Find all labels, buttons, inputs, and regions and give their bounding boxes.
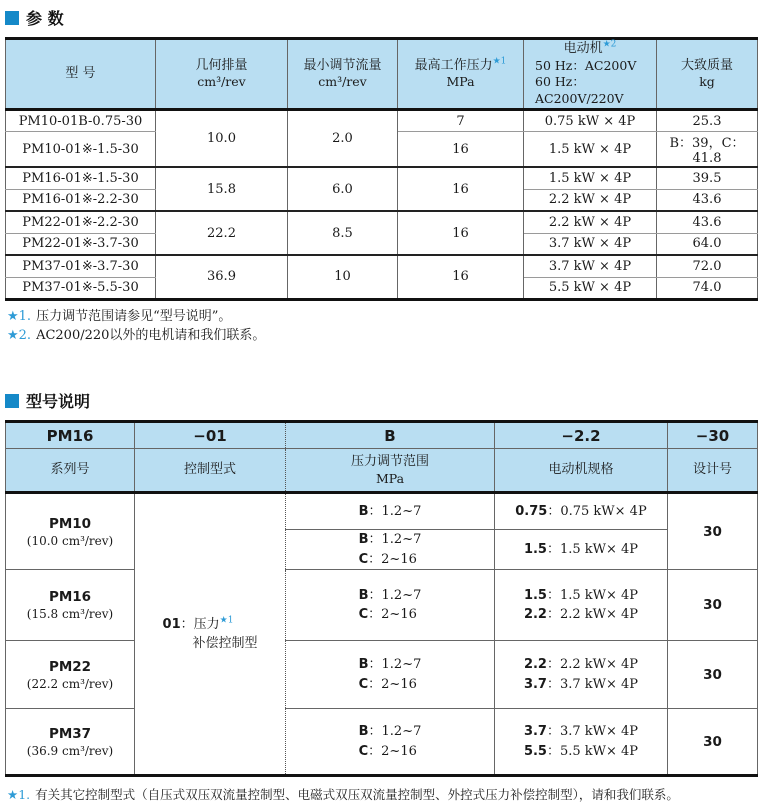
motor-label-text: 电动机: [563, 41, 603, 56]
motor-option-code: 5.5: [523, 743, 547, 759]
label-control: 控制型式: [135, 449, 286, 493]
motor-option: [524, 742, 638, 762]
code-motor: −2.2: [495, 422, 668, 449]
cell-series-pm16: [6, 570, 135, 641]
cell-pressure: 16: [398, 211, 524, 255]
cell-min-flow: 10: [288, 255, 398, 299]
cell-motor-spec: [495, 530, 668, 570]
pressure-option-value: ：2~16: [368, 607, 417, 623]
motor-50hz: 50 Hz：AC200V: [535, 57, 637, 73]
footnote-marker: ★2.: [7, 327, 32, 343]
pressure-option-code: B: [358, 724, 369, 740]
series-name: PM10: [48, 515, 92, 532]
cell-design-number: 30: [668, 709, 758, 776]
displacement-unit: cm³/rev: [197, 74, 246, 90]
label-pressure: [286, 449, 495, 493]
cell-motor: 1.5 kW × 4P: [524, 167, 657, 189]
params-table: [5, 37, 758, 301]
motor-option-value: ：2.2 kW× 4P: [546, 607, 639, 623]
cell-series-pm10: [6, 493, 135, 570]
footnote-marker: ★1.: [7, 787, 31, 803]
col-header-model: [6, 39, 156, 110]
col-header-weight: [657, 39, 758, 110]
motor-option: [524, 675, 638, 695]
pressure-option-value: ：1.2~7: [368, 504, 422, 520]
pressure-option-value: ：1.2~7: [368, 587, 422, 603]
col-header-pressure: [398, 39, 524, 110]
series-name: PM37: [48, 725, 92, 742]
pressure-option: [359, 675, 422, 695]
cell-motor-spec: [495, 641, 668, 709]
series-name: PM16: [48, 589, 92, 606]
section-title-params: [5, 6, 757, 29]
cell-motor: 3.7 kW × 4P: [524, 255, 657, 277]
pressure-option: [359, 742, 422, 762]
table-row: [6, 255, 758, 277]
section-title-model: [5, 389, 757, 412]
pressure-range-text: [359, 586, 422, 625]
cell-weight: 43.6: [657, 189, 758, 211]
label-series: 系列号: [6, 449, 135, 493]
motor-label: [528, 40, 652, 58]
series-spec: (10.0 cm³/rev): [26, 533, 114, 548]
pressure-option: [359, 586, 422, 606]
motor-option-value: ：1.5 kW× 4P: [546, 542, 639, 558]
motor-option-code: 2.2: [523, 607, 547, 623]
motor-option-code: 3.7: [523, 724, 547, 740]
control-line1: [163, 615, 258, 635]
motor-option-code: 0.75: [515, 504, 548, 520]
cell-model: PM10-01B-0.75-30: [6, 110, 156, 132]
model-table-footnote: [7, 785, 757, 803]
code-control: −01: [135, 422, 286, 449]
pressure-option-code: C: [358, 743, 369, 759]
blue-square-icon: [5, 11, 19, 25]
label-pressure-unit: MPa: [375, 470, 405, 486]
cell-min-flow: 2.0: [288, 110, 398, 168]
motor-option-code: 1.5: [523, 587, 547, 603]
cell-model: PM16-01※-2.2-30: [6, 189, 156, 211]
footnote-text: 有关其它控制型式（自压式双压双流量控制型、电磁式双压双流量控制型、外控式压力补偿控制型），请和我们联系。: [35, 787, 679, 803]
motor-spec-text: [524, 586, 638, 625]
cell-weight: B：39，C：41.8: [657, 132, 758, 168]
table-row: [6, 167, 758, 189]
pressure-option: [359, 550, 422, 570]
control-footnote-marker: ★1: [219, 615, 234, 626]
cell-motor: 1.5 kW × 4P: [524, 132, 657, 168]
pressure-option-value: ：2~16: [368, 676, 417, 692]
motor-option-value: ：0.75 kW× 4P: [547, 504, 647, 520]
pressure-range-text: [359, 722, 422, 761]
motor-option-value: ：2.2 kW× 4P: [546, 657, 639, 673]
cell-pressure: 16: [398, 167, 524, 211]
cell-model: PM37-01※-3.7-30: [6, 255, 156, 277]
cell-displacement: 15.8: [156, 167, 288, 211]
pressure-option-code: B: [358, 532, 369, 548]
model-label-row: [6, 449, 758, 493]
pressure-label: [402, 57, 519, 75]
motor-footnote-marker: ★2: [602, 39, 617, 50]
min-flow-unit: cm³/rev: [318, 74, 367, 90]
motor-option-code: 2.2: [523, 657, 547, 673]
footnote-text: AC200/220以外的电机请和我们联系。: [36, 327, 266, 343]
motor-option: [524, 655, 638, 675]
cell-min-flow: 8.5: [288, 211, 398, 255]
table-row: [6, 641, 758, 709]
cell-motor: 3.7 kW × 4P: [524, 233, 657, 255]
cell-pressure-range: [286, 530, 495, 570]
model-code-table: [5, 420, 758, 777]
cell-weight: 64.0: [657, 233, 758, 255]
cell-motor: 2.2 kW × 4P: [524, 211, 657, 233]
control-line2: 补偿控制型: [192, 636, 258, 652]
pressure-option: [359, 502, 422, 522]
series-spec: (15.8 cm³/rev): [26, 607, 114, 622]
motor-60hz: 60 Hz：AC200V/220V: [535, 74, 624, 107]
cell-model: PM37-01※-5.5-30: [6, 277, 156, 299]
motor-option: [524, 722, 638, 742]
pressure-range-text: [359, 530, 422, 569]
cell-motor: 5.5 kW × 4P: [524, 277, 657, 299]
motor-option: [524, 605, 638, 625]
cell-model: PM10-01※-1.5-30: [6, 132, 156, 168]
cell-pressure-range: [286, 493, 495, 530]
cell-pressure: 16: [398, 132, 524, 168]
cell-design-number: 30: [668, 493, 758, 570]
pressure-option: [359, 655, 422, 675]
pressure-option-code: B: [358, 587, 369, 603]
col-header-min-flow: [288, 39, 398, 110]
cell-pressure-range: [286, 570, 495, 641]
weight-label: 大致质量: [680, 57, 733, 73]
cell-motor-spec: [495, 493, 668, 530]
pressure-option: [359, 530, 422, 550]
label-motor: 电动机规格: [495, 449, 668, 493]
pressure-option-value: ：1.2~7: [368, 657, 422, 673]
model-code-row: [6, 422, 758, 449]
cell-control-type: [135, 493, 286, 776]
label-pressure-text: 压力调节范围: [350, 453, 429, 469]
cell-displacement: 36.9: [156, 255, 288, 299]
control-text: ：压力: [180, 616, 220, 632]
motor-option-value: ：5.5 kW× 4P: [546, 743, 639, 759]
pressure-option-value: ：2~16: [368, 551, 417, 567]
motor-option-value: ：1.5 kW× 4P: [546, 587, 639, 603]
footnote-marker: ★1.: [7, 308, 32, 324]
code-design: −30: [668, 422, 758, 449]
cell-weight: 25.3: [657, 110, 758, 132]
cell-motor-spec: [495, 570, 668, 641]
cell-weight: 74.0: [657, 277, 758, 299]
code-series: PM16: [6, 422, 135, 449]
cell-weight: 43.6: [657, 211, 758, 233]
motor-option: [515, 502, 646, 522]
code-pressure: B: [286, 422, 495, 449]
cell-model: PM22-01※-2.2-30: [6, 211, 156, 233]
params-header-row: [6, 39, 758, 110]
cell-min-flow: 6.0: [288, 167, 398, 211]
cell-series-pm37: [6, 709, 135, 776]
cell-design-number: 30: [668, 641, 758, 709]
cell-motor: 2.2 kW × 4P: [524, 189, 657, 211]
cell-weight: 72.0: [657, 255, 758, 277]
pressure-option-code: C: [358, 551, 369, 567]
pressure-option-value: ：2~16: [368, 743, 417, 759]
cell-pressure: 16: [398, 255, 524, 299]
pressure-range-text: [359, 655, 422, 694]
params-footnotes: [7, 308, 757, 346]
footnote-text: 压力调节范围请参见“型号说明”。: [36, 308, 232, 324]
cell-design-number: 30: [668, 570, 758, 641]
control-code: 01: [162, 616, 181, 632]
footnote-2: [7, 327, 757, 346]
motor-option-code: 1.5: [523, 542, 547, 558]
motor-option: [524, 540, 638, 560]
series-spec: (22.2 cm³/rev): [26, 676, 114, 691]
col-header-model-text: 型 号: [65, 66, 96, 82]
section-title-model-text: 型号说明: [26, 392, 91, 412]
motor-spec-text: [524, 722, 638, 761]
pressure-footnote-marker: ★1: [492, 56, 507, 67]
table-row: [6, 570, 758, 641]
motor-option-value: ：3.7 kW× 4P: [546, 724, 639, 740]
pressure-option: [359, 722, 422, 742]
cell-weight: 39.5: [657, 167, 758, 189]
control-type-text: [163, 615, 258, 654]
pressure-option-code: B: [358, 504, 369, 520]
motor-spec-text: [524, 655, 638, 694]
cell-pressure: 7: [398, 110, 524, 132]
displacement-label: 几何排量: [195, 57, 248, 73]
pressure-unit: MPa: [446, 74, 475, 90]
cell-displacement: 22.2: [156, 211, 288, 255]
pressure-option: [359, 605, 422, 625]
table-row: [6, 709, 758, 776]
cell-pressure-range: [286, 709, 495, 776]
motor-option-value: ：3.7 kW× 4P: [546, 676, 639, 692]
cell-model: PM16-01※-1.5-30: [6, 167, 156, 189]
cell-motor: 0.75 kW × 4P: [524, 110, 657, 132]
motor-option-code: 3.7: [523, 676, 547, 692]
pressure-option-code: B: [358, 657, 369, 673]
section-title-params-text: 参 数: [26, 9, 64, 28]
cell-series-pm22: [6, 641, 135, 709]
col-header-displacement: [156, 39, 288, 110]
cell-displacement: 10.0: [156, 110, 288, 168]
motor-spec-text: [515, 502, 646, 522]
pressure-option-code: C: [358, 607, 369, 623]
pressure-option-code: C: [358, 676, 369, 692]
table-row: [6, 493, 758, 530]
col-header-motor: [524, 39, 657, 110]
motor-spec-text: [524, 540, 638, 560]
pressure-label-text: 最高工作压力: [414, 57, 493, 73]
min-flow-label: 最小调节流量: [303, 57, 382, 73]
pressure-range-text: [359, 502, 422, 522]
footnote-1: [7, 308, 757, 327]
table-row: [6, 211, 758, 233]
pressure-option-value: ：1.2~7: [368, 532, 422, 548]
blue-square-icon: [5, 394, 19, 408]
cell-model: PM22-01※-3.7-30: [6, 233, 156, 255]
label-design: 设计号: [668, 449, 758, 493]
table-row: [6, 110, 758, 132]
cell-pressure-range: [286, 641, 495, 709]
motor-option: [524, 586, 638, 606]
pressure-option-value: ：1.2~7: [368, 724, 422, 740]
series-spec: (36.9 cm³/rev): [26, 743, 114, 758]
weight-unit: kg: [699, 74, 715, 90]
series-name: PM22: [48, 658, 92, 675]
cell-motor-spec: [495, 709, 668, 776]
